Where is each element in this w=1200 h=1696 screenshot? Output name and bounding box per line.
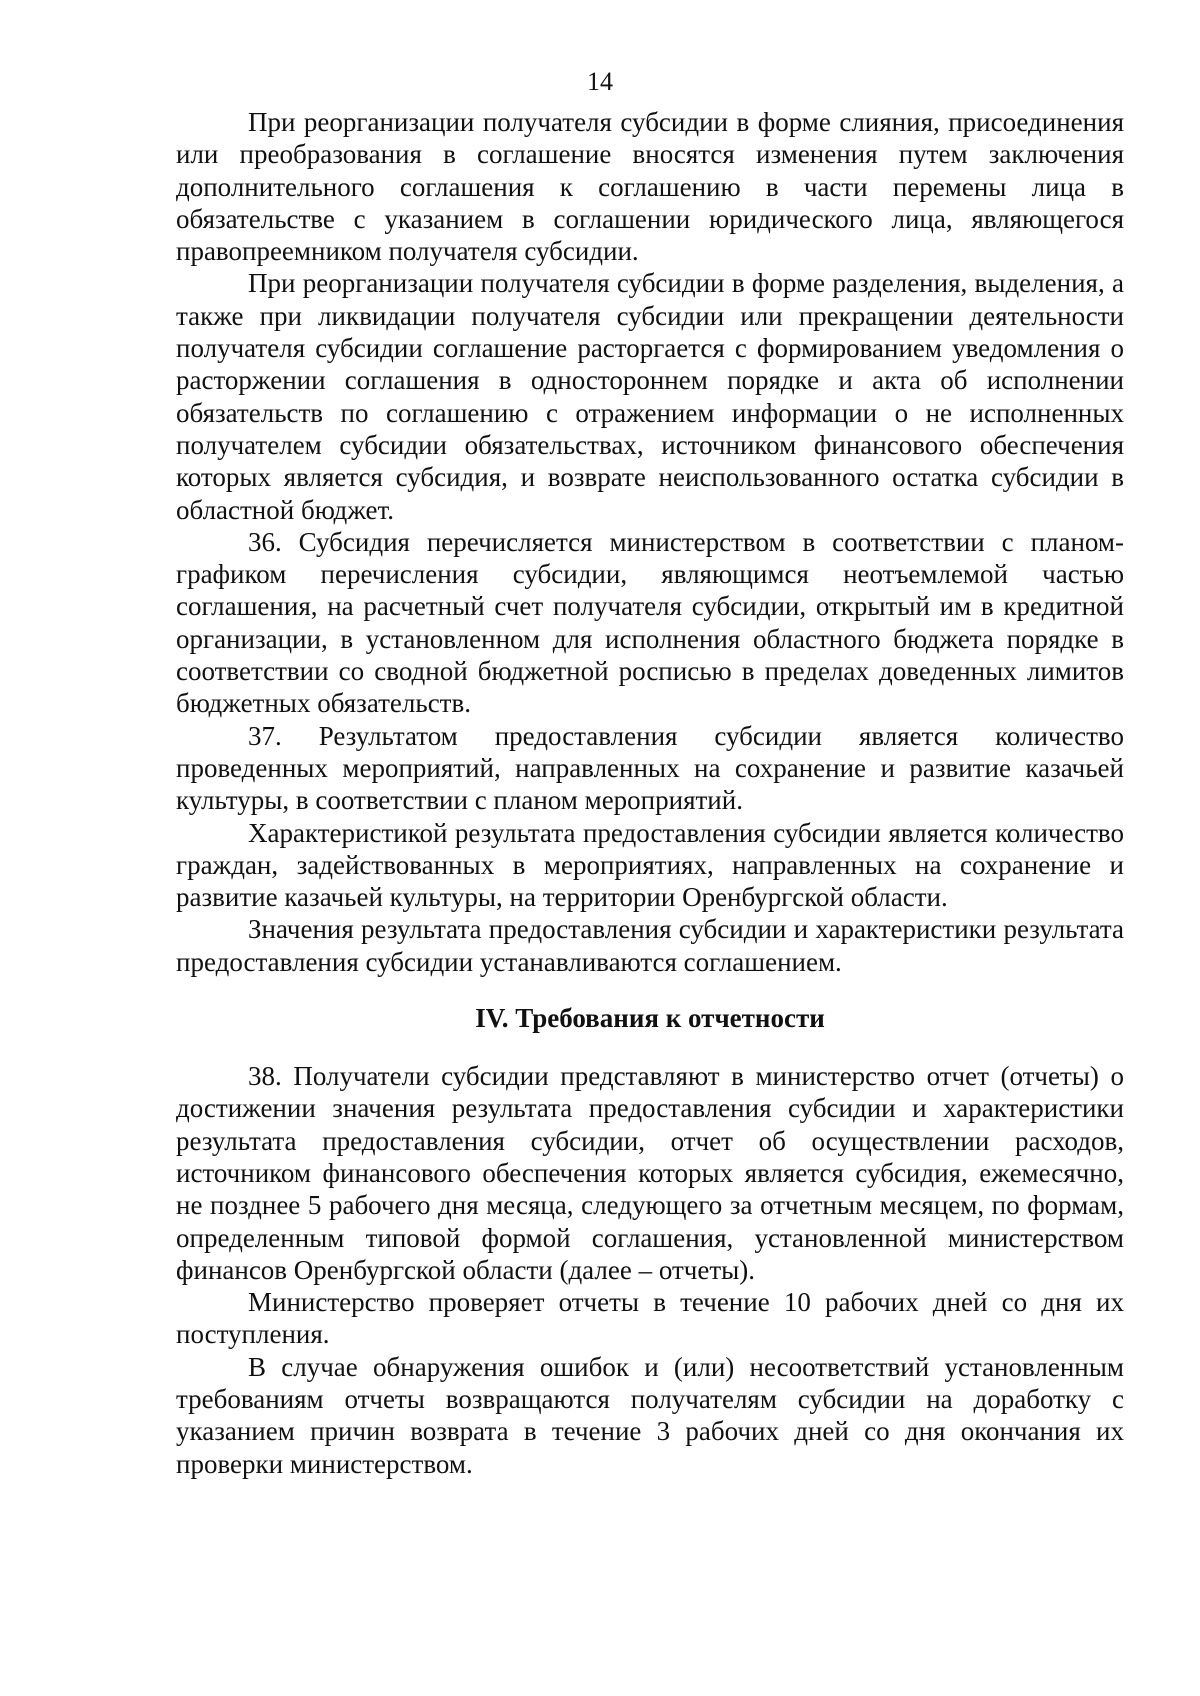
document-body — [176, 106, 1124, 1480]
paragraph-report-return: В случае обнаружения ошибок и (или) несоответствий установленным требованиям отчеты возвращаются получателям субсидии на доработку с указанием причин возврата в течение 3 рабочих дней со дня окончания их проверки министерством. — [176, 1351, 1124, 1479]
paragraph-38: 38. Получатели субсидии представляют в министерство отчет (отчеты) о достижении значения результата предоставления субсидии и характеристики результата предоставления субсидии, отчет об осуществлении расходов, источником финансового обеспечения которых является субсидия, ежемесячно, не позднее 5 рабочего дня месяца, следующего за отчетным месяцем, по формам, определенным типовой формой соглашения, установленной министерством финансов Оренбургской области (далее – отчеты). — [176, 1061, 1124, 1285]
paragraph-result-values: Значения результата предоставления субсидии и характеристики результата предоставления субсидии устанавливаются соглашением. — [176, 914, 1124, 977]
page-number: 14 — [587, 67, 613, 96]
paragraph-37: 37. Результатом предоставления субсидии является количество проведенных мероприятий, направленных на сохранение и развитие казачьей культуры, в соответствии с планом мероприятий. — [176, 720, 1124, 816]
paragraph-result-characteristic: Характеристикой результата предоставления субсидии является количество граждан, задействованных в мероприятиях, направленных на сохранение и развитие казачьей культуры, на территории Оренбургской области. — [176, 817, 1124, 913]
paragraph-36: 36. Субсидия перечисляется министерством в соответствии с планом-графиком перечисления субсидии, являющимся неотъемлемой частью соглашения, на расчетный счет получателя субсидии, открытый им в кредитной организации, в установленном для исполнения областного бюджета порядке в соответствии со сводной бюджетной росписью в пределах доведенных лимитов бюджетных обязательств. — [176, 526, 1124, 719]
paragraph-report-check: Министерство проверяет отчеты в течение 10 рабочих дней со дня их поступления. — [176, 1287, 1124, 1350]
section-heading: IV. Требования к отчетности — [475, 1003, 825, 1034]
paragraph-reorganization-merger: При реорганизации получателя субсидии в форме слияния, присоединения или преобразования в соглашение вносятся изменения путем заключения дополнительного соглашения к соглашению в части перемены лица в обязательстве с указанием в соглашении юридического лица, являющегося правопреемником получателя субсидии. — [176, 107, 1124, 267]
paragraph-reorganization-division: При реорганизации получателя субсидии в форме разделения, выделения, а также при ликвидации получателя субсидии или прекращении деятельности получателя субсидии соглашение расторгается с формированием уведомления о расторжении соглашения в одностороннем порядке и акта об исполнении обязательств по соглашению с отражением информации о не исполненных получателем субсидии обязательствах, источником финансового обеспечения которых является субсидия, и возврате неиспользованного остатка субсидии в областной бюджет. — [176, 268, 1124, 525]
